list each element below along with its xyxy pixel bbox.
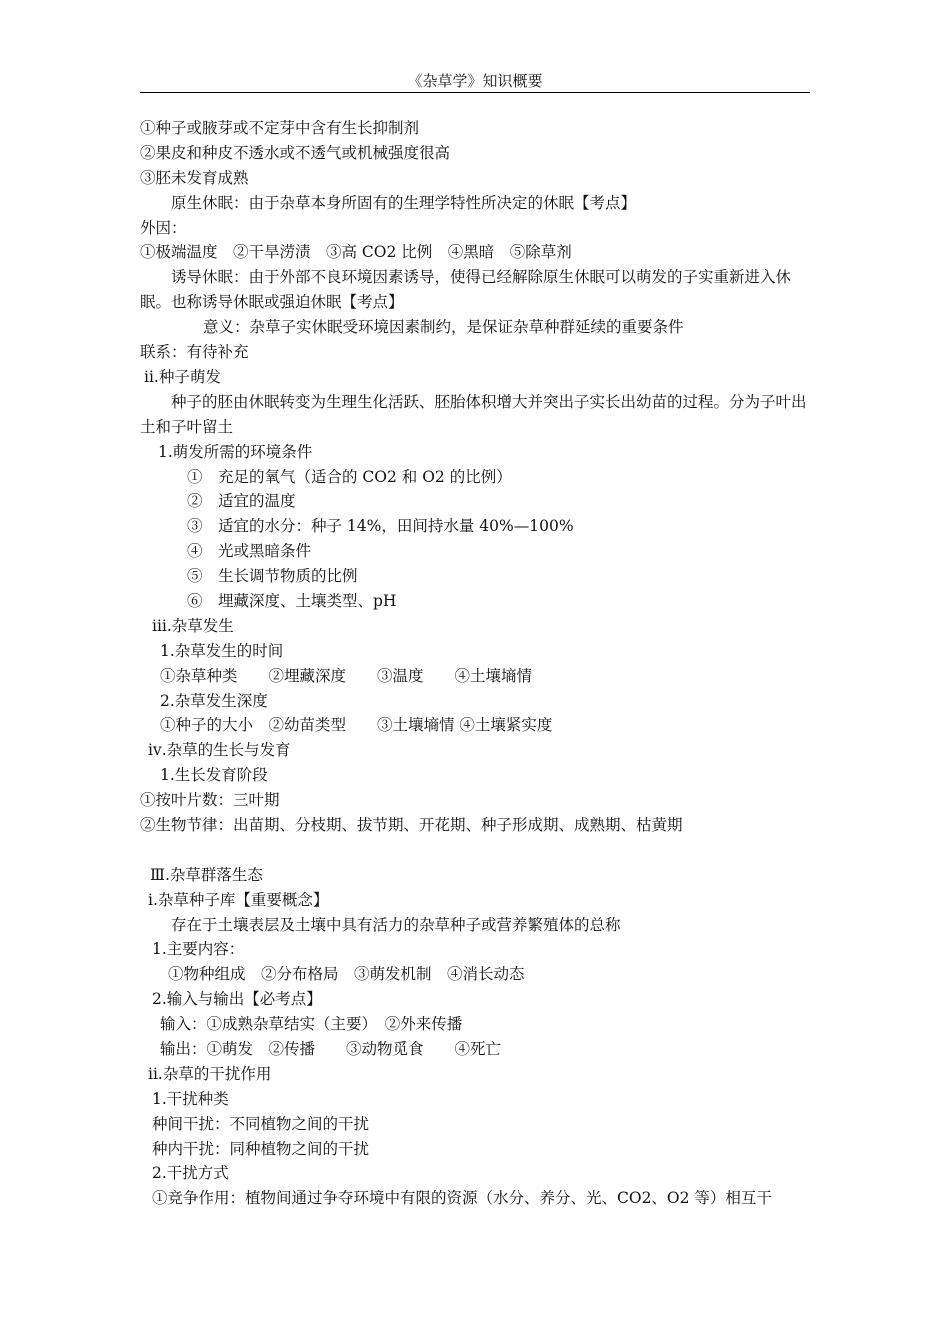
text-line: ⑤ 生长调节物质的比例 (187, 567, 358, 586)
text-line: 输入：①成熟杂草结实（主要） ②外来传播 (160, 1015, 463, 1034)
text-line: 2.干扰方式 (152, 1164, 229, 1183)
text-line: ①竞争作用：植物间通过争夺环境中有限的资源（水分、养分、光、CO2、O2 等）相互干 (152, 1189, 772, 1208)
text-line: 意义：杂草子实休眠受环境因素制约，是保证杂草种群延续的重要条件 (203, 318, 684, 337)
text-line: ②生物节律：出苗期、分枝期、拔节期、开花期、种子形成期、成熟期、枯黄期 (140, 816, 683, 834)
page-header-title: 《杂草学》知识概要 (407, 72, 543, 90)
text-line: 输出：①萌发 ②传播 ③动物觅食 ④死亡 (160, 1040, 502, 1059)
text-line: 诱导休眠：由于外部不良环境因素诱导，使得已经解除原生休眠可以萌发的子实重新进入休眠。也称诱导休眠或强迫休眠【考点】 (140, 268, 792, 312)
text-line: ④ 光或黑暗条件 (187, 542, 312, 561)
text-line: ②果皮和种皮不透水或不透气或机械强度很高 (140, 143, 451, 162)
text-line: ⅲ.杂草发生 (152, 616, 234, 635)
text-line: 1.萌发所需的环境条件 (158, 442, 313, 461)
text-line: 种子的胚由休眠转变为生理生化活跃、胚胎体积增大并突出子实长出幼苗的过程。分为子叶出土和子叶留土 (140, 392, 807, 436)
text-line: ①种子或腋芽或不定芽中含有生长抑制剂 (140, 119, 420, 137)
text-line: 种内干扰：同种植物之间的干扰 (152, 1139, 370, 1158)
text-line: ①种子的大小 ②幼苗类型 ③土壤墒情 ④土壤紧实度 (160, 716, 553, 735)
text-line: 联系：有待补充 (140, 343, 249, 362)
text-line: ③胚未发育成熟 (140, 168, 249, 187)
text-line: 1.杂草发生的时间 (160, 641, 284, 660)
text-line: ⑥ 埋藏深度、土壤类型、pH (187, 591, 397, 610)
text-line: 种间干扰：不同植物之间的干扰 (152, 1114, 370, 1133)
text-line: ⅰ.杂草种子库【重要概念】 (148, 890, 329, 909)
text-line: 外因： (140, 218, 187, 237)
text-line: ① 充足的氧气（适合的 CO2 和 O2 的比例） (187, 467, 512, 486)
text-line: 1.主要内容： (152, 940, 245, 959)
text-line: 2.杂草发生深度 (160, 691, 268, 710)
text-line: ①极端温度 ②干旱涝渍 ③高 CO2 比例 ④黑暗 ⑤除草剂 (140, 243, 572, 262)
header-rule (140, 92, 810, 93)
text-line: ⅱ.种子萌发 (144, 367, 221, 386)
text-line: ①按叶片数：三叶期 (140, 791, 280, 810)
text-line: Ⅲ.杂草群落生态 (150, 865, 263, 884)
text-line: 2.输入与输出【必考点】 (152, 990, 322, 1009)
document-body (140, 116, 812, 1211)
text-line: ⅱ.杂草的干扰作用 (148, 1064, 272, 1083)
text-line: ⅳ.杂草的生长与发育 (148, 741, 291, 760)
text-line: ② 适宜的温度 (187, 492, 296, 511)
text-line: ①物种组成 ②分布格局 ③萌发机制 ④消长动态 (168, 965, 525, 984)
text-line: 1.干扰种类 (152, 1089, 229, 1108)
text-line: ③ 适宜的水分：种子 14%，田间持水量 40%—100% (187, 517, 574, 536)
blank-line (140, 838, 812, 863)
text-line: 1.生长发育阶段 (160, 766, 268, 785)
text-line: 存在于土壤表层及土壤中具有活力的杂草种子或营养繁殖体的总称 (171, 915, 621, 934)
text-line: ①杂草种类 ②埋藏深度 ③温度 ④土壤墒情 (160, 666, 533, 685)
text-line: 原生休眠：由于杂草本身所固有的生理学特性所决定的休眠【考点】 (171, 193, 637, 212)
